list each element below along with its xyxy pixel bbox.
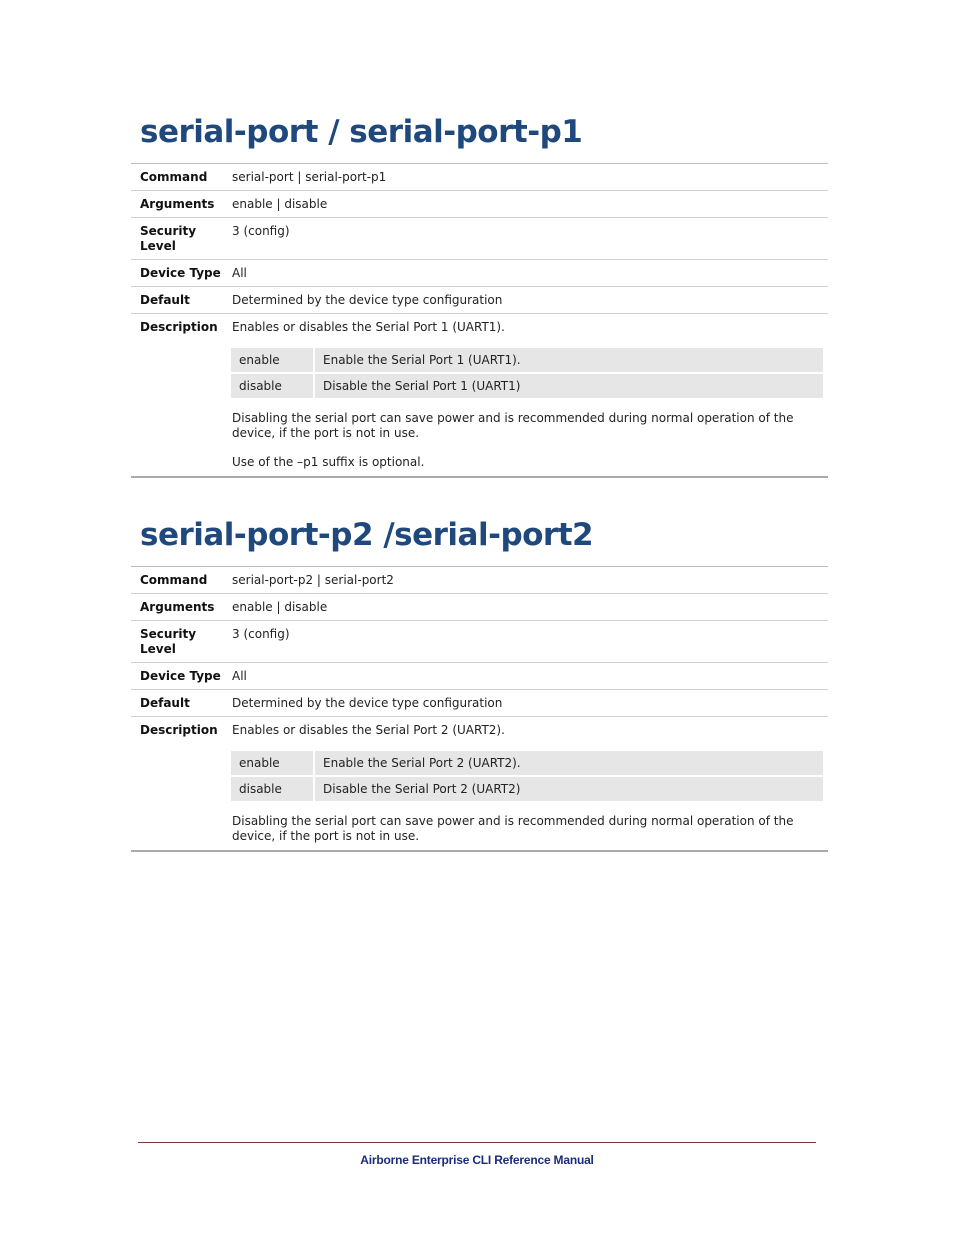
description-note: Disabling the serial port can save power and is recommended during normal operation of the device, if the port is not in use.: [232, 411, 794, 440]
table-row: [131, 218, 828, 260]
row-value: Determined by the device type configuration: [232, 696, 503, 710]
table-row-description: [131, 314, 828, 476]
row-label: Description: [140, 723, 218, 737]
options-table: [231, 346, 823, 400]
option-row: [231, 777, 823, 801]
command-table: [131, 566, 828, 852]
section-title: serial-port / serial-port-p1: [140, 114, 583, 150]
row-value: serial-port | serial-port-p1: [232, 170, 387, 184]
row-label: Command: [140, 170, 208, 184]
description-note: Disabling the serial port can save power and is recommended during normal operation of the device, if the port is not in use.: [232, 814, 794, 843]
option-name: disable: [231, 374, 315, 398]
table-row: [131, 690, 828, 717]
table-row: [131, 663, 828, 690]
table-row: [131, 260, 828, 287]
option-text: Disable the Serial Port 1 (UART1): [315, 374, 823, 398]
option-row: [231, 374, 823, 398]
row-value: 3 (config): [232, 627, 290, 641]
row-value: enable | disable: [232, 197, 328, 211]
table-row: [131, 594, 828, 621]
footer-title: Airborne Enterprise CLI Reference Manual: [360, 1153, 594, 1167]
row-label: Command: [140, 573, 208, 587]
row-label: Default: [140, 293, 190, 307]
option-row: [231, 348, 823, 372]
table-row: [131, 621, 828, 663]
command-table: [131, 163, 828, 478]
option-text: Disable the Serial Port 2 (UART2): [315, 777, 823, 801]
table-row: [131, 287, 828, 314]
row-label: Arguments: [140, 600, 215, 614]
option-text: Enable the Serial Port 1 (UART1).: [315, 348, 823, 372]
table-row: [131, 567, 828, 594]
row-label: Description: [140, 320, 218, 334]
table-row: [131, 164, 828, 191]
option-name: enable: [231, 348, 315, 372]
row-label: Device Type: [140, 266, 221, 280]
description-intro: Enables or disables the Serial Port 2 (UART2).: [232, 723, 505, 737]
row-label: Arguments: [140, 197, 215, 211]
row-label: Device Type: [140, 669, 221, 683]
options-table: [231, 749, 823, 803]
section-title: serial-port-p2 /serial-port2: [140, 517, 594, 553]
row-value: Determined by the device type configuration: [232, 293, 503, 307]
option-name: disable: [231, 777, 315, 801]
footer-divider: [138, 1142, 816, 1143]
row-label: Default: [140, 696, 190, 710]
row-value: serial-port-p2 | serial-port2: [232, 573, 394, 587]
description-intro: Enables or disables the Serial Port 1 (UART1).: [232, 320, 505, 334]
row-value: All: [232, 669, 247, 683]
row-value: enable | disable: [232, 600, 328, 614]
description-note: Use of the –p1 suffix is optional.: [232, 455, 425, 469]
row-value: [232, 717, 828, 849]
table-row: [131, 191, 828, 218]
row-label: Security Level: [140, 627, 197, 656]
option-name: enable: [231, 751, 315, 775]
row-value: 3 (config): [232, 224, 290, 238]
row-value: [232, 314, 828, 475]
row-value: All: [232, 266, 247, 280]
row-label: Security Level: [140, 224, 197, 253]
option-row: [231, 751, 823, 775]
table-row-description: [131, 717, 828, 850]
option-text: Enable the Serial Port 2 (UART2).: [315, 751, 823, 775]
